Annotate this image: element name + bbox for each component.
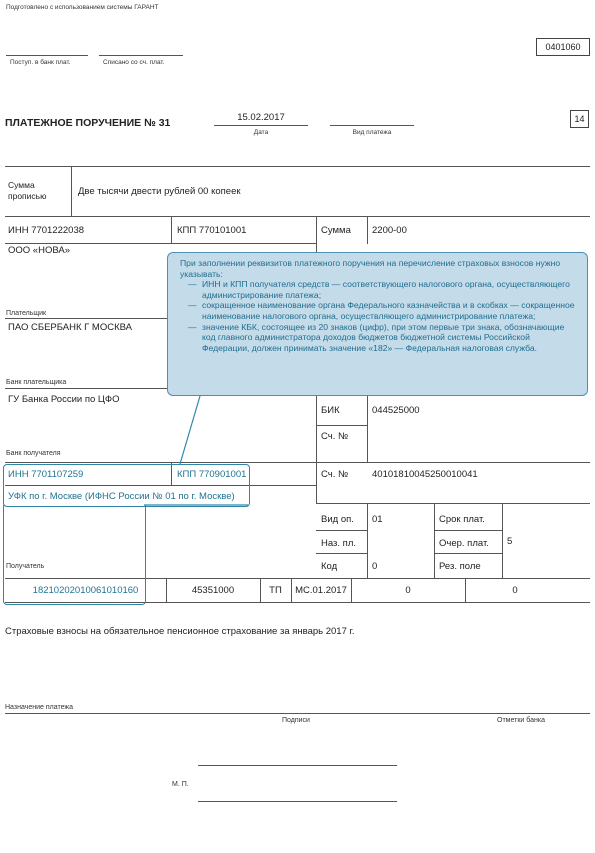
bank-marks-label: Отметки банка [497,717,545,724]
kod-value: 0 [372,561,378,572]
amount-words-label: Сумма прописью [8,180,47,201]
callout-intro: При заполнении реквизитов платежного поручения на перечисление страховых взносов нужно указывать: [180,258,561,279]
payer-label: Плательщик [6,310,47,317]
sum-label: Сумма [321,225,351,236]
payer-bank-label: Банк плательщика [6,379,67,386]
purpose-text: Страховые взносы на обязательное пенсионное страхование за январь 2017 г. [5,626,355,637]
payer-name: ООО «НОВА» [8,245,70,256]
payment-type-label: Вид платежа [352,129,392,136]
tp-value: ТП [269,585,282,596]
payee-label: Получатель [6,563,45,570]
vid-op-value: 01 [372,514,383,525]
payee-inn: ИНН 7701107259 [8,469,84,480]
document-title: ПЛАТЕЖНОЕ ПОРУЧЕНИЕ № 31 [5,117,171,129]
amount-words-value: Две тысячи двести рублей 00 копеек [78,186,241,197]
form-code: 0401060 [545,42,581,52]
callout-item: — ИНН и КПП получателя средств — соответствующего налогового органа, осуществляющего администрирование платежа; [202,279,575,300]
oktmo-value: 45351000 [191,585,235,596]
bik-value: 044525000 [372,405,420,416]
payer-bank-name: ПАО СБЕРБАНК Г МОСКВА [8,322,132,333]
bik-label: БИК [321,405,340,416]
connector-line [180,396,200,464]
kod-label: Код [321,561,338,572]
payee-bank-label: Банк получателя [6,450,61,457]
callout-item: — сокращенное наименование органа Федерального казначейства и в скобках — сокращенное наименование налогового органа, осуществляющего администрирование платежа; [202,300,575,321]
doc-num-value: 0 [405,585,411,596]
naz-label: Наз. пл. [321,538,356,549]
document-date: 15.02.2017 [237,112,285,123]
kbk-value: 18210202010061010160 [32,585,139,596]
ocher-label: Очер. плат. [439,538,489,549]
signatures-label: Подписи [282,717,310,724]
purpose-label: Назначение платежа [5,704,73,711]
srok-label: Срок плат. [439,514,485,525]
payer-inn: ИНН 7701222038 [8,225,85,236]
info-callout [167,252,588,396]
callout-item: — значение КБК, состоящее из 20 знаков (цифр), при этом первые три знака, обозначающие код главного администратора доходов бюджетов бюджетной системы Российской Федерации, должен принимать значение «182» — Федеральная налоговая служба. [202,322,575,354]
payee-bank-acc-label: Сч. № [321,431,349,442]
date-label: Дата [253,129,269,136]
doc-date-value: 0 [512,585,518,596]
ocher-value: 5 [507,536,513,547]
stamp-place: М. П. [172,781,189,788]
received-label: Поступ. в банк плат. [10,59,71,66]
debited-label: Списано со сч. плат. [103,59,165,66]
vid-op-label: Вид оп. [321,514,354,525]
rez-label: Рез. поле [439,561,481,572]
payee-kpp: КПП 770901001 [177,469,247,480]
period-value: МС.01.2017 [295,585,347,596]
status-code: 14 [574,114,585,124]
payee-name: УФК по г. Москве (ИФНС России № 01 по г. Москве) [8,491,235,502]
payee-acc-label: Сч. № [321,469,349,480]
callout-list [180,279,575,353]
payer-kpp: КПП 770101001 [177,225,247,236]
payee-bank-name: ГУ Банка России по ЦФО [8,394,120,405]
sum-value: 2200-00 [372,225,407,236]
garant-note: Подготовлено с использованием системы ГАРАНТ [6,4,159,11]
payee-acc-value: 40101810045250010041 [372,469,478,480]
